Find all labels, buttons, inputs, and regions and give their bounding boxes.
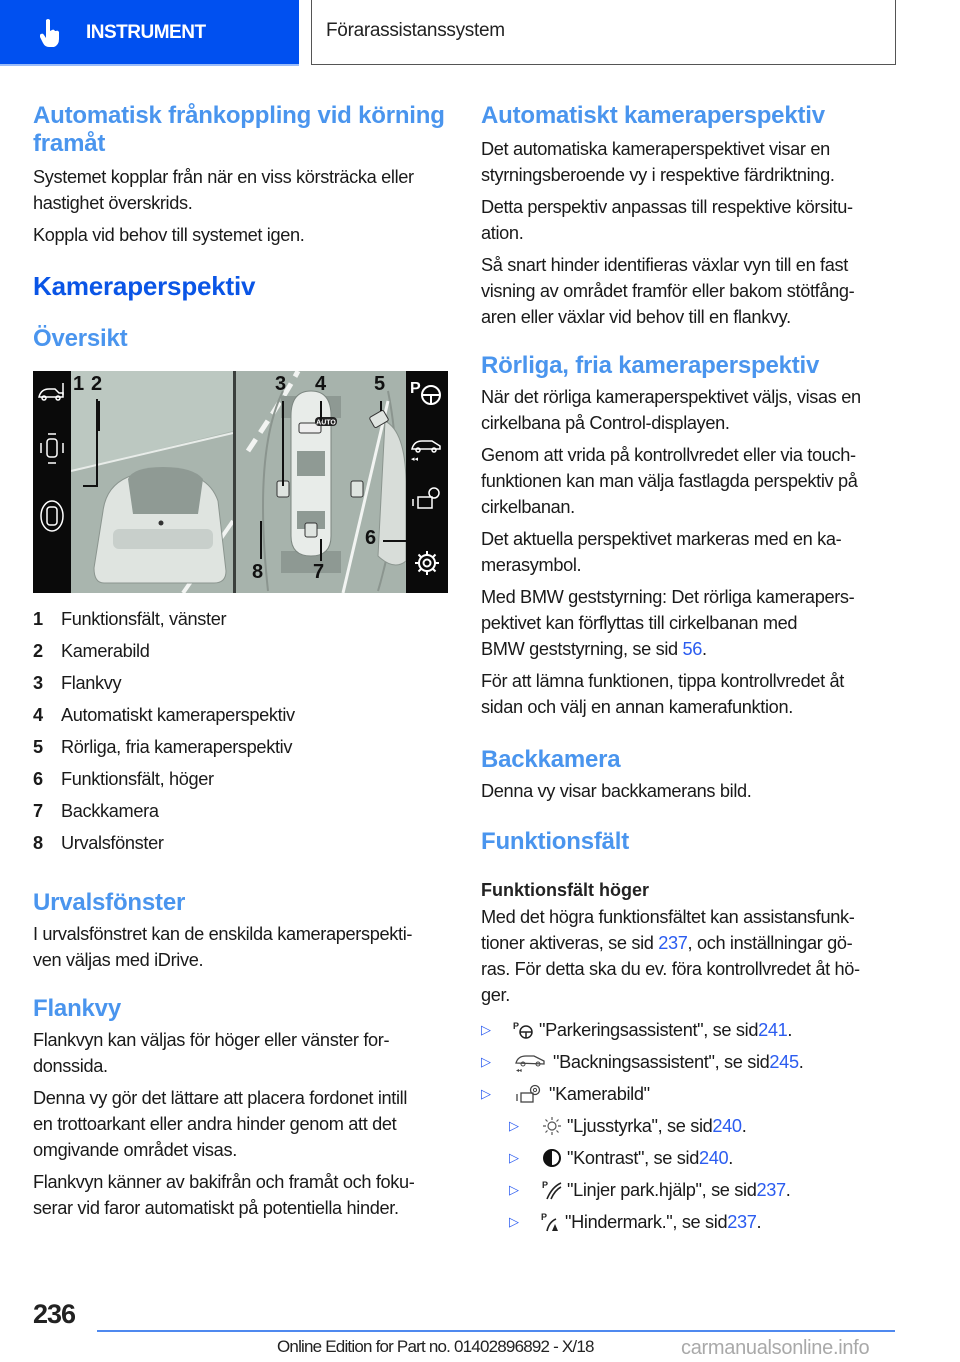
text-line: Detta perspektiv anpassas till respektive körsitu- xyxy=(481,197,853,217)
list-item-text: "Kontrast", se sid xyxy=(567,1147,699,1168)
text-line: ation. xyxy=(481,223,524,243)
paragraph xyxy=(33,1027,448,1079)
text-line: För att lämna funktionen, tippa kontrollvredet åt xyxy=(481,671,844,691)
text-line: visning av området framför eller bakom stötfång- xyxy=(481,281,855,301)
text-line: pektivet kan förflyttas till cirkelbanan med xyxy=(481,613,798,633)
svg-text:P: P xyxy=(410,380,421,397)
bullet-marker: ▷ xyxy=(509,1150,519,1165)
heading-auto-camera: Automatiskt kameraperspektiv xyxy=(481,102,825,129)
svg-text:◂◂: ◂◂ xyxy=(411,456,419,463)
chapter-title-box xyxy=(311,0,896,65)
page-link-240[interactable]: 240 xyxy=(712,1115,742,1136)
text-line: Systemet kopplar från när en viss körsträcka eller xyxy=(33,167,414,187)
camera-settings-icon xyxy=(509,1083,549,1105)
obstacle-marking-icon xyxy=(537,1211,565,1233)
text-line: serar vid faror automatiskt på potentiella hinder. xyxy=(33,1198,399,1218)
edition-note: Online Edition for Part no. 01402896892 - X/18 xyxy=(277,1337,594,1356)
legend-label: Rörliga, fria kameraperspektiv xyxy=(61,736,293,757)
list-item-text: "Linjer park.hjälp", se sid xyxy=(567,1179,757,1200)
text-line: Denna vy gör det lättare att placera fordonet intill xyxy=(33,1088,408,1108)
text-fragment: . xyxy=(702,639,707,659)
parking-assistant-icon xyxy=(410,380,440,404)
legend-number: 3 xyxy=(33,672,43,693)
bullet-marker: ▷ xyxy=(481,1022,491,1037)
heading-overview: Översikt xyxy=(33,325,128,352)
paragraph xyxy=(481,136,891,188)
paragraph xyxy=(481,904,891,1008)
svg-text:P: P xyxy=(541,1212,547,1222)
callout-5: 5 xyxy=(374,373,386,395)
paragraph xyxy=(481,584,891,662)
chapter-title: Förarassistanssystem xyxy=(326,20,505,41)
right-column xyxy=(481,100,891,1238)
legend-label: Funktionsfält, höger xyxy=(61,768,214,789)
list-item-text: "Ljusstyrka", se sid xyxy=(567,1115,713,1136)
text-line: aren eller växlar vid behov till en flankvy. xyxy=(481,307,791,327)
heading-reverse-camera: Backkamera xyxy=(481,746,621,773)
text-line: ger. xyxy=(481,985,510,1005)
list-item-text: "Parkeringsassistent", se sid xyxy=(539,1019,759,1040)
bullet-marker: ▷ xyxy=(509,1118,519,1133)
section-tab-underline xyxy=(0,64,299,66)
text-line: sidan och välj en annan kamerafunktion. xyxy=(481,697,793,717)
svg-text:P: P xyxy=(542,1180,548,1190)
figure-legend xyxy=(33,603,448,859)
settings-gear-icon xyxy=(415,551,439,575)
legend-label: Urvalsfönster xyxy=(61,832,164,853)
text-line: cirkelbanan. xyxy=(481,497,575,517)
paragraph xyxy=(481,668,891,720)
text-fragment: . xyxy=(787,1019,793,1040)
legend-item xyxy=(33,603,448,635)
legend-label: Flankvy xyxy=(61,672,122,693)
list-item-contrast xyxy=(481,1142,891,1174)
bullet-marker: ▷ xyxy=(509,1214,519,1229)
legend-item xyxy=(33,763,448,795)
contrast-icon xyxy=(537,1148,567,1168)
text-line: styrningsberoende vy i respektive färdriktning. xyxy=(481,165,835,185)
text-line: merasymbol. xyxy=(481,555,582,575)
list-item-parking-assistant xyxy=(481,1014,891,1046)
legend-label: Automatiskt kameraperspektiv xyxy=(61,704,295,725)
parking-assistant-icon xyxy=(509,1020,539,1040)
text-line: funktionen kan man välja fastlagda perspektiv på xyxy=(481,471,858,491)
right-function-field xyxy=(406,371,448,593)
page-link-237[interactable]: 237 xyxy=(727,1211,757,1232)
legend-number: 5 xyxy=(33,736,43,757)
page-link-237[interactable]: 237 xyxy=(756,1179,786,1200)
text-line: en trottoarkant eller andra hinder genom att det xyxy=(33,1114,397,1134)
parking-lines-icon xyxy=(537,1179,567,1201)
text-line: Genom att vrida på kontrollvredet eller via touch- xyxy=(481,445,856,465)
page-link-56[interactable]: 56 xyxy=(682,639,703,659)
camera-scene-illustration xyxy=(33,371,448,593)
list-item-parking-lines xyxy=(481,1174,891,1206)
paragraph xyxy=(481,194,891,246)
text-line: Det automatiska kameraperspektivet visar en xyxy=(481,139,830,159)
list-item-text: "Backningsassistent", se sid xyxy=(553,1051,770,1072)
text-line: Med det högra funktionsfältet kan assistansfunk- xyxy=(481,907,855,927)
page-link-245[interactable]: 245 xyxy=(769,1051,799,1072)
heading-free-camera: Rörliga, fria kameraperspektiv xyxy=(481,352,820,379)
text-line: När det rörliga kameraperspektivet väljs, visas en xyxy=(481,387,861,407)
text-line: Det aktuella perspektivet markeras med en ka- xyxy=(481,529,842,549)
camera-settings-icon xyxy=(413,488,439,508)
reversing-assistant-icon xyxy=(411,441,440,463)
list-item-obstacle-marking xyxy=(481,1206,891,1238)
list-item-text: "Kamerabild" xyxy=(549,1083,650,1104)
function-list xyxy=(481,1014,891,1238)
callout-1: 1 xyxy=(73,373,85,395)
text-line: tioner aktiveras, se sid xyxy=(481,933,659,953)
paragraph xyxy=(481,526,891,578)
paragraph xyxy=(481,384,891,436)
text-line: hastighet överskrids. xyxy=(33,193,193,213)
callout-4: 4 xyxy=(315,373,327,395)
callout-7: 7 xyxy=(313,561,325,583)
callout-8: 8 xyxy=(252,561,264,583)
legend-item xyxy=(33,795,448,827)
legend-label: Kamerabild xyxy=(61,640,150,661)
page-link-240[interactable]: 240 xyxy=(698,1147,729,1168)
paragraph xyxy=(33,1085,448,1163)
reversing-assistant-icon xyxy=(509,1051,553,1073)
text-fragment: . xyxy=(798,1051,804,1072)
subheading-function-field-right: Funktionsfält höger xyxy=(481,880,649,900)
legend-number: 7 xyxy=(33,800,43,821)
car-top-sensors-icon xyxy=(41,434,63,463)
text-fragment: , och inställningar gö- xyxy=(687,933,853,953)
heading-flank-view: Flankvy xyxy=(33,995,121,1022)
camera-overview-figure xyxy=(33,371,448,593)
watermark: carmanualsonline.info xyxy=(681,1337,870,1359)
car-rotate-icon xyxy=(41,501,63,531)
list-item-reversing-assistant xyxy=(481,1046,891,1078)
heading-camera-perspective: Kameraperspektiv xyxy=(33,271,256,301)
legend-item xyxy=(33,699,448,731)
text-line: omgivande området visas. xyxy=(33,1140,237,1160)
page-number: 236 xyxy=(33,1299,76,1329)
text-fragment: . xyxy=(756,1211,762,1232)
legend-number: 2 xyxy=(33,640,43,661)
callout-6: 6 xyxy=(365,527,377,549)
svg-text:P: P xyxy=(513,1021,519,1031)
paragraph xyxy=(33,921,448,973)
bullet-marker: ▷ xyxy=(481,1086,491,1101)
heading-auto-disconnect xyxy=(33,102,448,158)
legend-item xyxy=(33,731,448,763)
text-line: Flankvyn känner av bakifrån och framåt och foku- xyxy=(33,1172,415,1192)
car-lift-icon xyxy=(39,383,63,400)
legend-number: 8 xyxy=(33,832,43,853)
hand-pointer-icon xyxy=(40,18,62,48)
callout-2: 2 xyxy=(91,373,103,395)
text-line: Så snart hinder identifieras växlar vyn till en fast xyxy=(481,255,848,275)
paragraph xyxy=(33,1169,448,1221)
legend-item xyxy=(33,827,448,859)
heading-selection-window: Urvalsfönster xyxy=(33,889,186,916)
section-tab-label: INSTRUMENT xyxy=(86,21,206,43)
text-line: I urvalsfönstret kan de enskilda kameraperspekti- xyxy=(33,924,413,944)
legend-item xyxy=(33,635,448,667)
bullet-marker: ▷ xyxy=(509,1182,519,1197)
legend-number: 1 xyxy=(33,608,43,629)
text-fragment: . xyxy=(728,1147,733,1168)
paragraph: Denna vy visar backkamerans bild. xyxy=(481,781,752,801)
paragraph xyxy=(33,164,448,216)
section-tab[interactable] xyxy=(0,0,299,65)
list-item-camera-image xyxy=(481,1078,891,1110)
page-link-237[interactable]: 237 xyxy=(658,933,688,953)
paragraph xyxy=(481,442,891,520)
text-line: Med BMW geststyrning: Det rörliga kamerapers- xyxy=(481,587,855,607)
text-line: ven väljas med iDrive. xyxy=(33,950,204,970)
list-item-brightness xyxy=(481,1110,891,1142)
heading-line: Automatisk frånkoppling vid körning xyxy=(33,102,445,129)
page-link-241[interactable]: 241 xyxy=(758,1019,788,1040)
image-divider xyxy=(233,371,236,593)
list-item-text: "Hindermark.", se sid xyxy=(565,1211,728,1232)
text-fragment: . xyxy=(785,1179,791,1200)
legend-item xyxy=(33,667,448,699)
paragraph xyxy=(481,252,891,330)
text-line: BMW geststyrning, se sid xyxy=(481,639,683,659)
text-line: ras. För detta ska du ev. föra kontrollvredet åt hö- xyxy=(481,959,860,979)
svg-text:◂◂: ◂◂ xyxy=(516,1068,522,1073)
svg-text:AUTO: AUTO xyxy=(316,419,336,427)
callout-3: 3 xyxy=(275,373,287,395)
bullet-marker: ▷ xyxy=(481,1054,491,1069)
text-line: cirkelbana på Control-displayen. xyxy=(481,413,730,433)
text-fragment: . xyxy=(741,1115,747,1136)
brightness-icon xyxy=(537,1116,567,1136)
left-function-field xyxy=(33,371,71,593)
left-column xyxy=(33,100,448,1221)
legend-label: Funktionsfält, vänster xyxy=(61,608,227,629)
heading-line: framåt xyxy=(33,130,106,157)
legend-number: 4 xyxy=(33,704,43,725)
footer-rule xyxy=(97,1330,895,1332)
paragraph: Koppla vid behov till systemet igen. xyxy=(33,225,305,245)
heading-function-field: Funktionsfält xyxy=(481,828,630,855)
legend-label: Backkamera xyxy=(61,800,159,821)
legend-number: 6 xyxy=(33,768,43,789)
text-line: donssida. xyxy=(33,1056,108,1076)
text-line: Flankvyn kan väljas för höger eller vänster for- xyxy=(33,1030,390,1050)
